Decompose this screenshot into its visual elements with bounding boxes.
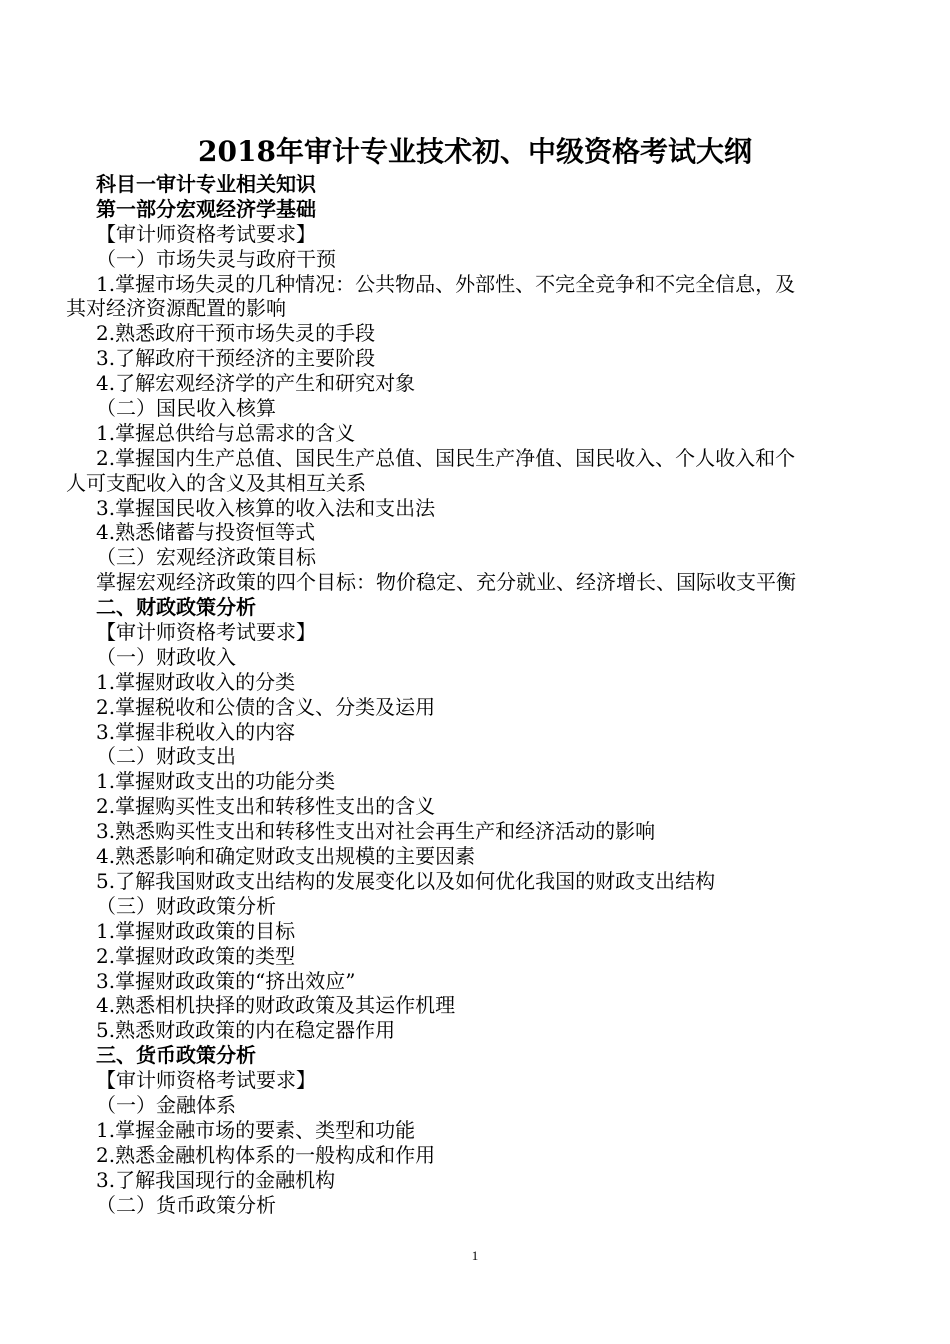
- document-title: 2018年审计专业技术初、中级资格考试大纲: [198, 135, 752, 168]
- text-line: 2.掌握国内生产总值、国民生产总值、国民生产净值、国民收入、个人收入和个: [96, 445, 796, 470]
- text-line: 4.熟悉相机抉择的财政政策及其运作机理: [96, 993, 456, 1018]
- text-line: （三）财政政策分析: [96, 893, 276, 918]
- text-line: 5.熟悉财政政策的内在稳定器作用: [96, 1018, 396, 1043]
- text-line: 2.熟悉政府干预市场失灵的手段: [96, 321, 376, 346]
- text-line: 3.掌握非税收入的内容: [96, 719, 296, 744]
- text-line: 3.掌握财政政策的“挤出效应”: [96, 968, 356, 993]
- text-line: 3.掌握国民收入核算的收入法和支出法: [96, 495, 436, 520]
- text-line: 2.熟悉金融机构体系的一般构成和作用: [96, 1142, 436, 1167]
- text-line: （三）宏观经济政策目标: [96, 545, 316, 570]
- page-number: 1: [471, 1248, 479, 1263]
- text-line: （二）国民收入核算: [96, 396, 276, 421]
- text-line: 【审计师资格考试要求】: [96, 1068, 316, 1093]
- text-line: 掌握宏观经济政策的四个目标：物价稳定、充分就业、经济增长、国际收支平衡: [96, 570, 796, 595]
- text-line: （二）财政支出: [96, 744, 236, 769]
- text-line: （二）货币政策分析: [96, 1192, 276, 1217]
- text-line: 其对经济资源配置的影响: [66, 296, 286, 321]
- text-line: 3.了解我国现行的金融机构: [96, 1167, 336, 1192]
- text-line: （一）财政收入: [96, 644, 236, 669]
- text-line: 5.了解我国财政支出结构的发展变化以及如何优化我国的财政支出结构: [96, 868, 716, 893]
- text-line: 1.掌握总供给与总需求的含义: [96, 420, 356, 445]
- text-line: 4.了解宏观经济学的产生和研究对象: [96, 371, 416, 396]
- text-line: 1.掌握财政收入的分类: [96, 669, 296, 694]
- text-line: 【审计师资格考试要求】: [96, 221, 316, 246]
- text-line: 1.掌握金融市场的要素、类型和功能: [96, 1117, 416, 1142]
- text-line: 1.掌握财政支出的功能分类: [96, 769, 336, 794]
- text-line: 3.熟悉购买性支出和转移性支出对社会再生产和经济活动的影响: [96, 819, 656, 844]
- text-line: 3.了解政府干预经济的主要阶段: [96, 346, 376, 371]
- document-body: [66, 172, 884, 1217]
- section-heading: 科目一审计专业相关知识: [96, 172, 316, 196]
- section-heading: 二、财政政策分析: [96, 595, 256, 620]
- text-line: 1.掌握市场失灵的几种情况：公共物品、外部性、不完全竞争和不完全信息，及: [96, 271, 796, 296]
- section-heading: 三、货币政策分析: [96, 1043, 256, 1068]
- text-line: 【审计师资格考试要求】: [96, 620, 316, 645]
- text-line: 4.熟悉影响和确定财政支出规模的主要因素: [96, 844, 476, 869]
- text-line: 2.掌握购买性支出和转移性支出的含义: [96, 794, 436, 819]
- text-line: 4.熟悉储蓄与投资恒等式: [96, 520, 316, 545]
- text-line: 2.掌握财政政策的类型: [96, 943, 296, 968]
- text-line: 人可支配收入的含义及其相互关系: [66, 470, 366, 495]
- text-line: 1.掌握财政政策的目标: [96, 918, 296, 943]
- text-line: （一）市场失灵与政府干预: [96, 246, 336, 271]
- text-line: 2.掌握税收和公债的含义、分类及运用: [96, 694, 436, 719]
- section-heading: 第一部分宏观经济学基础: [96, 196, 316, 221]
- text-line: （一）金融体系: [96, 1092, 236, 1117]
